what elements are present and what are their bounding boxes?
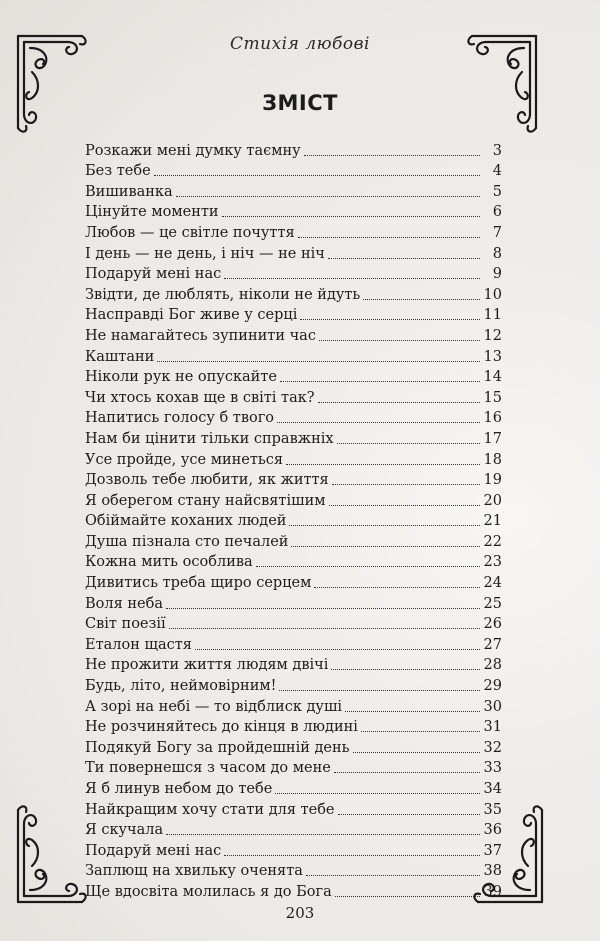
dot-leader — [304, 155, 480, 156]
dot-leader — [337, 443, 480, 444]
dot-leader — [157, 361, 479, 362]
toc-entry — [85, 180, 502, 201]
toc-entry — [85, 819, 502, 840]
toc-entry — [85, 736, 502, 757]
toc-entry-page: 33 — [483, 760, 502, 777]
toc-entry-page: 28 — [483, 657, 502, 674]
toc-entry-page: 35 — [483, 801, 502, 818]
toc-entry — [85, 448, 502, 469]
toc-entry — [85, 757, 502, 778]
toc-entry-title: Кожна мить особлива — [85, 554, 253, 571]
dot-leader — [300, 319, 479, 320]
dot-leader — [353, 752, 480, 753]
toc-entry — [85, 777, 502, 798]
toc-entry-title: Світ поезії — [85, 616, 166, 633]
toc-entry — [85, 427, 502, 448]
toc-entry-title: Ти повернешся з часом до мене — [85, 760, 331, 777]
toc-entry-title: А зорі на небі — то відблиск душі — [85, 698, 343, 715]
toc-entry — [85, 798, 502, 819]
toc-entry-page: 18 — [483, 451, 502, 468]
toc-entry-page: 34 — [483, 781, 502, 797]
toc-entry-page: 37 — [483, 842, 502, 859]
toc-entry-title: Цінуйте моменти — [85, 204, 219, 221]
dot-leader — [314, 587, 479, 588]
toc-entry-title: Чи хтось кохав ще в світі так? — [85, 389, 315, 406]
toc-entry-title: Подякуй Богу за пройдешній день — [85, 739, 350, 756]
toc-entry — [85, 551, 502, 572]
toc-entry — [85, 839, 502, 860]
toc-entry-title: Вишиванка — [85, 183, 173, 200]
toc-entry-title: Розкажи мені думку таємну — [85, 142, 301, 159]
toc-entry-page: 32 — [483, 739, 502, 756]
dot-leader — [338, 814, 480, 815]
dot-leader — [256, 566, 480, 567]
dot-leader — [331, 669, 479, 670]
dot-leader — [224, 278, 480, 279]
dot-leader — [224, 855, 479, 856]
toc-entry-page: 4 — [492, 163, 502, 180]
toc-entry-title: Насправді Бог живе у серці — [85, 307, 298, 324]
toc-entry — [85, 221, 502, 242]
dot-leader — [291, 546, 479, 547]
toc-entry — [85, 510, 502, 531]
dot-leader — [169, 628, 480, 629]
toc-entry-title: Дивитись треба щиро серцем — [85, 575, 312, 592]
toc-entry-title: Будь, літо, неймовірним! — [85, 678, 277, 695]
dot-leader — [332, 484, 480, 485]
dot-leader — [176, 196, 480, 197]
running-header: Стихія любові — [230, 34, 370, 54]
toc-entry-title: Усе пройде, усе минеться — [85, 451, 284, 468]
dot-leader — [329, 505, 480, 506]
toc-entry-title: Обіймайте коханих людей — [85, 513, 287, 530]
toc-entry-page: 3 — [492, 142, 502, 159]
toc-entry-title: Я оберегом стану найсвятішим — [85, 492, 326, 509]
toc-entry-page: 25 — [483, 595, 502, 612]
dot-leader — [286, 464, 479, 465]
toc-entry-title: І день — не день, і ніч — не ніч — [85, 245, 325, 262]
toc-entry — [85, 324, 502, 345]
dot-leader — [298, 237, 480, 238]
toc-entry — [85, 860, 502, 881]
toc-entry-title: Еталон щастя — [85, 636, 192, 653]
toc-entry — [85, 283, 502, 304]
dot-leader — [289, 525, 479, 526]
dot-leader — [166, 608, 480, 609]
toc-entry-page: 11 — [483, 307, 502, 324]
toc-entry-title: Воля неба — [85, 595, 163, 612]
toc-entry-title: Не намагайтесь зупинити час — [85, 327, 316, 344]
toc-entry — [85, 263, 502, 284]
dot-leader — [335, 896, 480, 897]
dot-leader — [328, 258, 480, 259]
dot-leader — [166, 834, 479, 835]
toc-entry-title: Я б линув небом до тебе — [85, 781, 273, 797]
toc-entry-title: Каштани — [85, 348, 155, 365]
toc-entry-title: Напитись голосу б твого — [85, 410, 275, 427]
dot-leader — [306, 875, 480, 876]
flourish-corner-icon — [10, 800, 90, 910]
dot-leader — [222, 216, 480, 217]
dot-leader — [361, 731, 480, 732]
toc-entry-page: 16 — [483, 410, 502, 427]
toc-entry — [85, 674, 502, 695]
dot-leader — [154, 175, 480, 176]
dot-leader — [195, 649, 480, 650]
toc-entry-title: Не прожити життя людям двічі — [85, 657, 329, 674]
toc-entry-page: 30 — [483, 698, 502, 715]
toc-entry-title: Заплющ на хвильку оченята — [85, 863, 303, 880]
toc-entry-page: 36 — [483, 822, 502, 839]
dot-leader — [319, 340, 480, 341]
toc-entry — [85, 407, 502, 428]
dot-leader — [363, 299, 479, 300]
toc-entry — [85, 716, 502, 737]
toc-entry-page: 17 — [483, 430, 502, 447]
toc-entry — [85, 695, 502, 716]
toc-entry — [85, 201, 502, 222]
toc-entry-title: Найкращим хочу стати для тебе — [85, 801, 335, 818]
toc-entry-page: 6 — [492, 204, 502, 221]
toc-entry — [85, 366, 502, 387]
toc-entry-title: Без тебе — [85, 163, 151, 180]
contents-heading: ЗМІСТ — [262, 91, 338, 115]
toc-entry-title: Ніколи рук не опускайте — [85, 369, 277, 386]
toc-entry-page: 31 — [483, 719, 502, 736]
toc-entry — [85, 345, 502, 366]
toc-entry-page: 8 — [492, 245, 502, 262]
toc-entry-title: Подаруй мені нас — [85, 266, 222, 283]
toc-entry — [85, 386, 502, 407]
dot-leader — [345, 711, 479, 712]
toc-entry-page: 38 — [483, 863, 502, 880]
toc-entry-title: Дозволь тебе любити, як життя — [85, 472, 329, 489]
toc-entry-page: 14 — [483, 369, 502, 386]
toc-entry-page: 12 — [483, 327, 502, 344]
toc-entry-page: 15 — [483, 389, 502, 406]
toc-entry-page: 24 — [483, 575, 502, 592]
dot-leader — [280, 381, 480, 382]
toc-entry-page: 22 — [483, 533, 502, 550]
toc-entry-title: Любов — це світле почуття — [85, 224, 295, 241]
toc-entry-page: 9 — [492, 266, 502, 283]
toc-entry-page: 39 — [483, 883, 502, 900]
toc-entry-page: 19 — [483, 472, 502, 489]
toc-entry-page: 10 — [483, 286, 502, 303]
toc-entry-title: Звідти, де люблять, ніколи не йдуть — [85, 286, 361, 303]
toc-entry-title: Нам би цінити тільки справжніх — [85, 430, 334, 447]
toc-entry-page: 20 — [483, 492, 502, 509]
toc-entry — [85, 880, 502, 901]
dot-leader — [275, 793, 479, 794]
toc-entry — [85, 160, 502, 181]
table-of-contents — [85, 139, 502, 901]
toc-entry — [85, 613, 502, 634]
toc-entry-page: 29 — [483, 678, 502, 695]
toc-entry — [85, 633, 502, 654]
page-number: 203 — [285, 904, 315, 922]
toc-entry-page: 23 — [483, 554, 502, 571]
dot-leader — [277, 422, 480, 423]
toc-entry — [85, 242, 502, 263]
toc-entry-page: 21 — [483, 513, 502, 530]
toc-entry-page: 27 — [483, 636, 502, 653]
toc-entry — [85, 139, 502, 160]
toc-entry-page: 26 — [483, 616, 502, 633]
toc-entry-page: 5 — [492, 183, 502, 200]
toc-entry — [85, 592, 502, 613]
toc-entry — [85, 571, 502, 592]
dot-leader — [279, 690, 479, 691]
toc-entry-title: Подаруй мені нас — [85, 842, 222, 859]
dot-leader — [334, 772, 480, 773]
toc-entry — [85, 654, 502, 675]
toc-entry-title: Ще вдосвіта молилась я до Бога — [85, 883, 332, 900]
toc-entry-title: Я скучала — [85, 822, 164, 839]
toc-entry — [85, 530, 502, 551]
toc-entry-page: 7 — [492, 224, 502, 241]
toc-entry-title: Не розчиняйтесь до кінця в людині — [85, 719, 358, 736]
toc-entry — [85, 304, 502, 325]
toc-entry-page: 13 — [483, 348, 502, 365]
dot-leader — [318, 402, 480, 403]
toc-entry-title: Душа пізнала сто печалей — [85, 533, 289, 550]
toc-entry — [85, 489, 502, 510]
toc-entry — [85, 469, 502, 490]
